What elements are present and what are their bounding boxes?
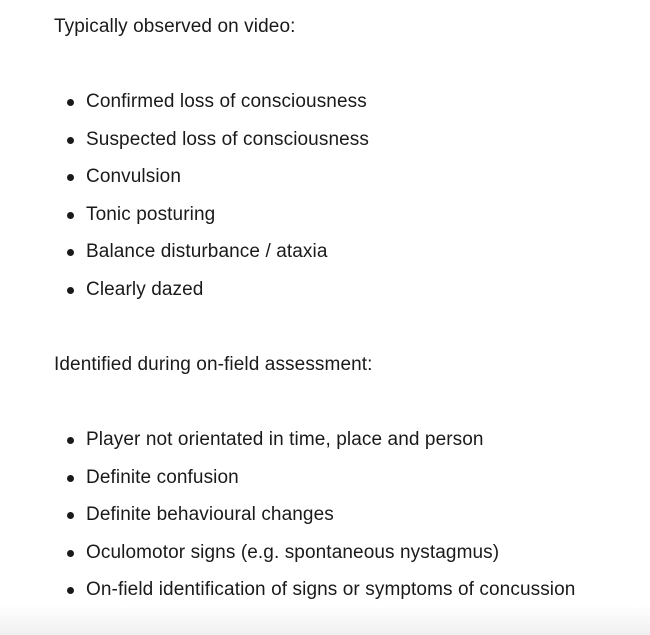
list-item xyxy=(0,425,650,463)
list-item xyxy=(0,125,650,163)
bullet-icon xyxy=(67,137,74,144)
list-item-text: Confirmed loss of consciousness xyxy=(86,91,367,112)
bullet-icon xyxy=(67,550,74,557)
list-item xyxy=(0,237,650,275)
list-item-text: Clearly dazed xyxy=(86,278,204,300)
bullet-icon xyxy=(67,99,74,106)
section-heading: Typically observed on video: xyxy=(54,16,296,37)
bullet-icon xyxy=(67,512,74,519)
list-item-text: Convulsion xyxy=(86,166,181,187)
list-item-text: Definite confusion xyxy=(86,466,239,488)
list-item-text: On-field identification of signs or symptoms of concussion xyxy=(86,579,576,600)
section-heading: Identified during on-field assessment: xyxy=(54,354,373,375)
bullet-icon xyxy=(67,437,74,444)
list-item-text: Oculomotor signs (e.g. spontaneous nystagmus) xyxy=(86,541,500,563)
list-item xyxy=(0,162,650,200)
list-item xyxy=(0,500,650,538)
list-item-text: Player not orientated in time, place and person xyxy=(86,429,484,450)
list-item-text: Definite behavioural changes xyxy=(86,504,334,525)
bullet-icon xyxy=(67,587,74,594)
bottom-fade xyxy=(0,605,650,635)
bullet-list xyxy=(0,87,650,312)
list-item-text: Balance disturbance / ataxia xyxy=(86,241,328,262)
bullet-icon xyxy=(67,174,74,181)
list-item xyxy=(0,200,650,238)
bullet-icon xyxy=(67,287,74,294)
list-item xyxy=(0,538,650,576)
bullet-icon xyxy=(67,212,74,219)
list-item xyxy=(0,463,650,501)
list-item xyxy=(0,87,650,125)
bullet-icon xyxy=(67,249,74,256)
list-item xyxy=(0,275,650,313)
bullet-icon xyxy=(67,475,74,482)
list-item-text: Tonic posturing xyxy=(86,203,216,225)
bullet-list xyxy=(0,425,650,613)
list-item-text: Suspected loss of consciousness xyxy=(86,128,369,150)
